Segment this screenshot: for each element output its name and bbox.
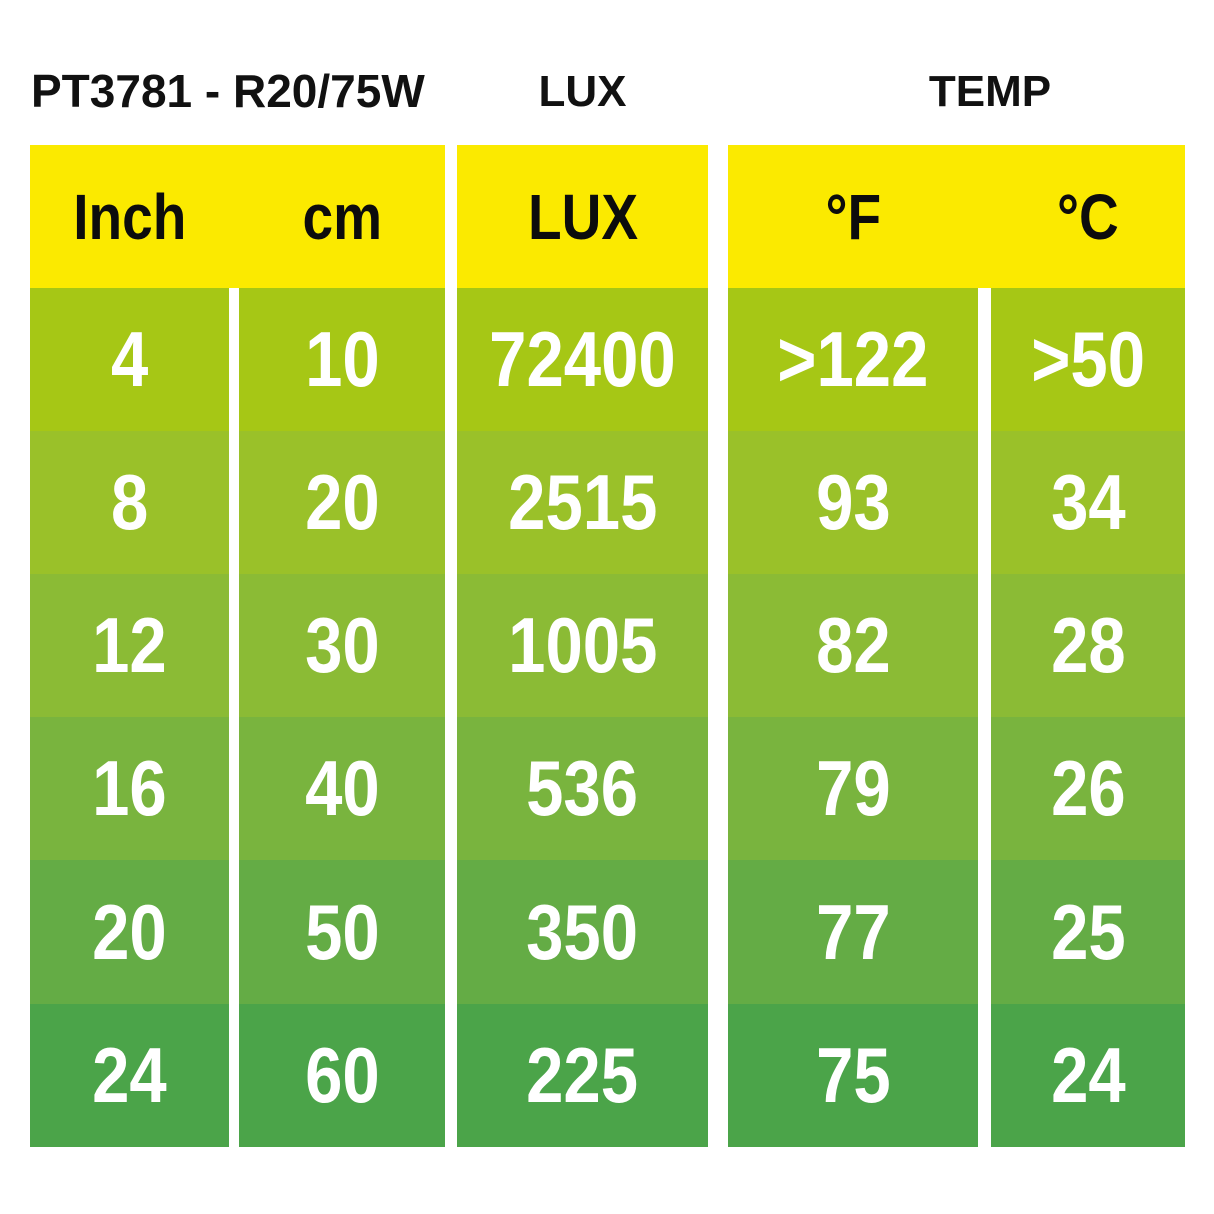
cell-value: 4	[110, 315, 149, 403]
cell-value: 24	[1050, 1031, 1126, 1119]
cell-row2-f	[728, 431, 978, 574]
cell-row5-cm	[239, 860, 445, 1004]
cell-value: 79	[815, 744, 891, 832]
cell-value: 40	[304, 744, 380, 832]
cell-row1-lux	[457, 288, 708, 431]
cell-row3-f	[728, 574, 978, 717]
cell-row1-cm	[239, 288, 445, 431]
celsius-header-label: °C	[1057, 180, 1119, 253]
cell-row1-inch	[30, 288, 229, 431]
temp-header-block	[728, 145, 1185, 288]
product-title: PT3781 - R20/75W	[31, 65, 425, 117]
cell-row3-inch	[30, 574, 229, 717]
cell-row6-lux	[457, 1004, 708, 1147]
cell-value: 24	[92, 1031, 167, 1119]
cell-row4-cm	[239, 717, 445, 860]
cell-value: 34	[1050, 458, 1126, 546]
cell-row4-inch	[30, 717, 229, 860]
lux-header-block	[457, 145, 708, 288]
cell-row2-lux	[457, 431, 708, 574]
cell-row3-cm	[239, 574, 445, 717]
lux-header-label: LUX	[527, 180, 638, 253]
distance-header-block	[30, 145, 445, 288]
inch-column-header	[30, 145, 229, 288]
cell-value: 72400	[489, 315, 676, 403]
cell-value: 77	[815, 887, 891, 976]
cell-row6-f	[728, 1004, 978, 1147]
cm-column-header	[239, 145, 445, 288]
cell-value: >122	[777, 315, 929, 403]
cell-value: 50	[304, 887, 380, 976]
temp-section-title: TEMP	[928, 67, 1052, 116]
cell-value: 26	[1050, 744, 1126, 832]
cell-value: 30	[304, 601, 380, 689]
cell-row2-inch	[30, 431, 229, 574]
cell-value: 16	[92, 744, 167, 832]
cell-row3-c	[991, 574, 1185, 717]
cell-value: 28	[1050, 601, 1126, 689]
cell-row5-f	[728, 860, 978, 1004]
cell-value: 75	[815, 1031, 891, 1119]
cell-row4-f	[728, 717, 978, 860]
cell-row5-inch	[30, 860, 229, 1004]
cell-value: 536	[526, 744, 639, 832]
cell-value: 225	[526, 1031, 639, 1119]
cell-value: 1005	[507, 601, 658, 689]
cell-row1-f	[728, 288, 978, 431]
cell-value: 60	[304, 1031, 380, 1119]
cell-value: 93	[815, 458, 891, 546]
cell-value: 350	[526, 887, 639, 976]
fahrenheit-header-label: °F	[825, 180, 881, 253]
cell-row6-c	[991, 1004, 1185, 1147]
cell-value: 82	[815, 601, 891, 689]
cell-row4-lux	[457, 717, 708, 860]
cell-row1-c	[991, 288, 1185, 431]
lux-section-title: LUX	[538, 67, 627, 116]
cell-row6-cm	[239, 1004, 445, 1147]
fahrenheit-column-header	[728, 145, 978, 288]
cell-row3-lux	[457, 574, 708, 717]
cm-header-label: cm	[302, 180, 382, 253]
cell-value: 10	[304, 315, 380, 403]
cell-row5-lux	[457, 860, 708, 1004]
cell-row2-c	[991, 431, 1185, 574]
cell-row4-c	[991, 717, 1185, 860]
cell-value: >50	[1031, 315, 1145, 403]
cell-value: 2515	[507, 458, 658, 546]
celsius-column-header	[991, 145, 1185, 288]
cell-row6-inch	[30, 1004, 229, 1147]
cell-value: 20	[304, 458, 380, 546]
cell-value: 12	[92, 601, 167, 689]
inch-header-label: Inch	[72, 180, 187, 253]
cell-value: 25	[1050, 887, 1126, 976]
cell-row2-cm	[239, 431, 445, 574]
cell-value: 20	[92, 887, 167, 976]
lux-column-header	[457, 145, 708, 288]
cell-row5-c	[991, 860, 1185, 1004]
cell-value: 8	[110, 458, 149, 546]
